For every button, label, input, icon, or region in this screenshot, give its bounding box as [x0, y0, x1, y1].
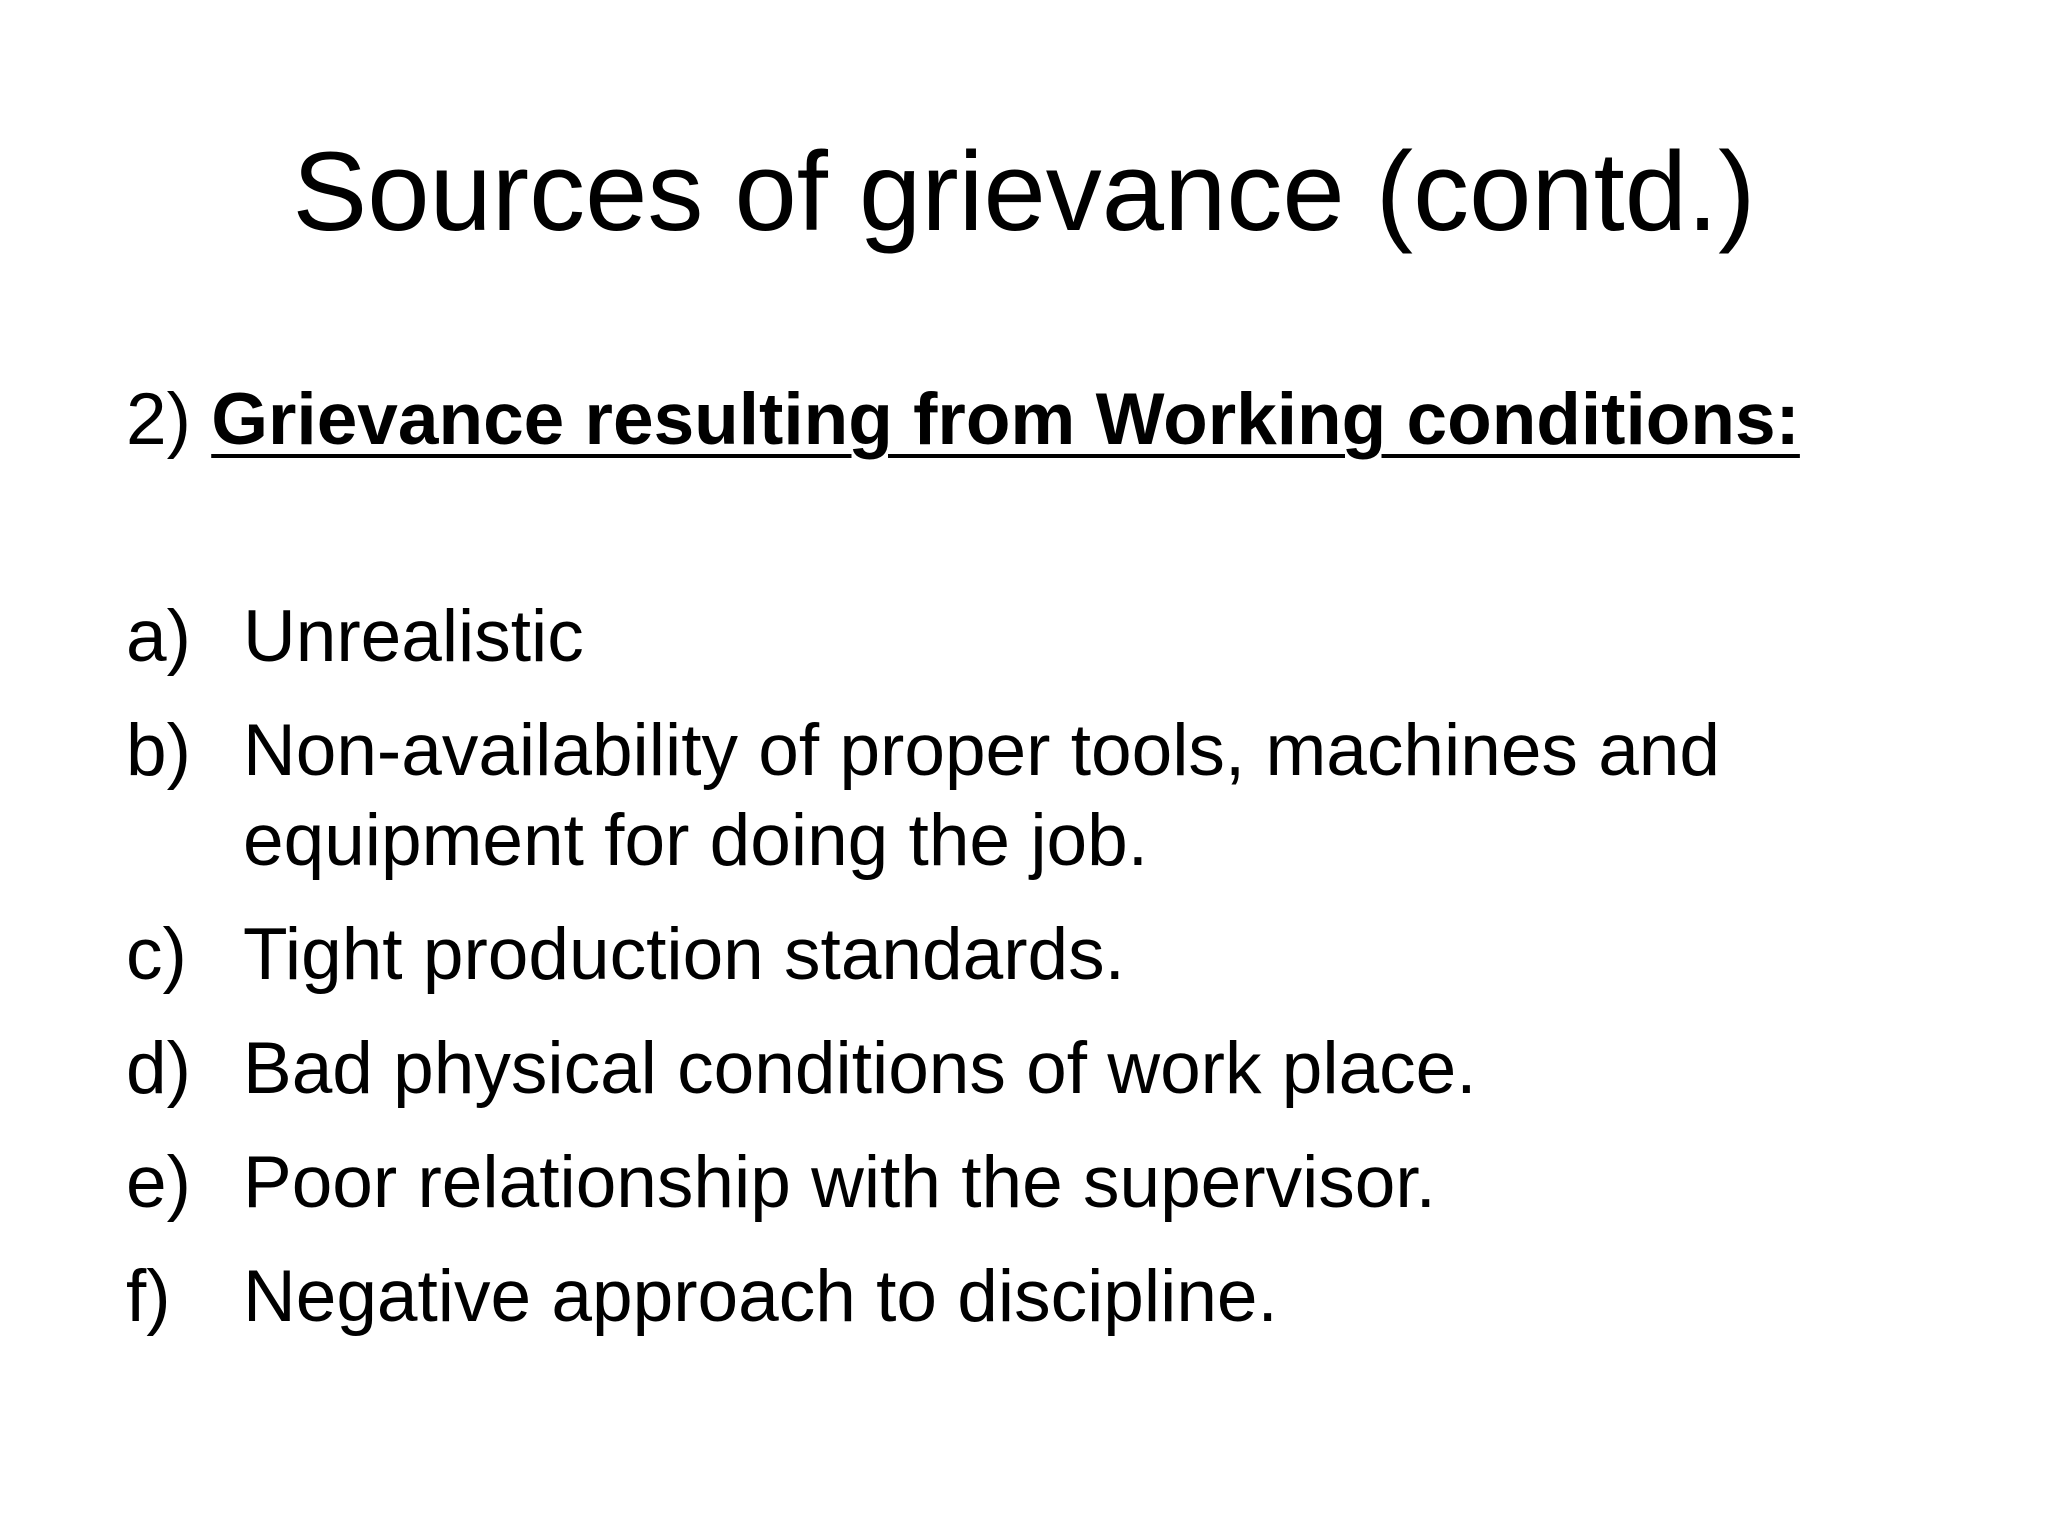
list-item-text: Tight production standards.	[243, 914, 1125, 995]
section-heading-text: Grievance resulting from Working conditions:	[211, 379, 1800, 460]
list-item-text: Unrealistic	[243, 596, 584, 677]
list-item	[126, 1024, 1926, 1114]
list-item-marker: d)	[126, 1028, 191, 1109]
list-item-marker: f)	[126, 1256, 171, 1337]
list-item-marker: e)	[126, 1142, 191, 1223]
list-item-marker: a)	[126, 596, 191, 677]
slide-title: Sources of grievance (contd.)	[292, 129, 1756, 254]
grievance-list	[126, 592, 1926, 1366]
list-item-text: Non-availability of proper tools, machines and equipment for doing the job.	[243, 710, 1721, 881]
list-item	[126, 592, 1926, 682]
list-item-text: Negative approach to discipline.	[243, 1256, 1278, 1337]
section-heading	[126, 375, 1800, 465]
list-item-text: Bad physical conditions of work place.	[243, 1028, 1477, 1109]
section-number: 2)	[126, 379, 191, 460]
list-item	[126, 706, 1926, 886]
list-item-marker: c)	[126, 914, 187, 995]
list-item-marker: b)	[126, 710, 191, 791]
list-item	[126, 910, 1926, 1000]
list-item	[126, 1138, 1926, 1228]
list-item	[126, 1252, 1926, 1342]
list-item-text: Poor relationship with the supervisor.	[243, 1142, 1436, 1223]
